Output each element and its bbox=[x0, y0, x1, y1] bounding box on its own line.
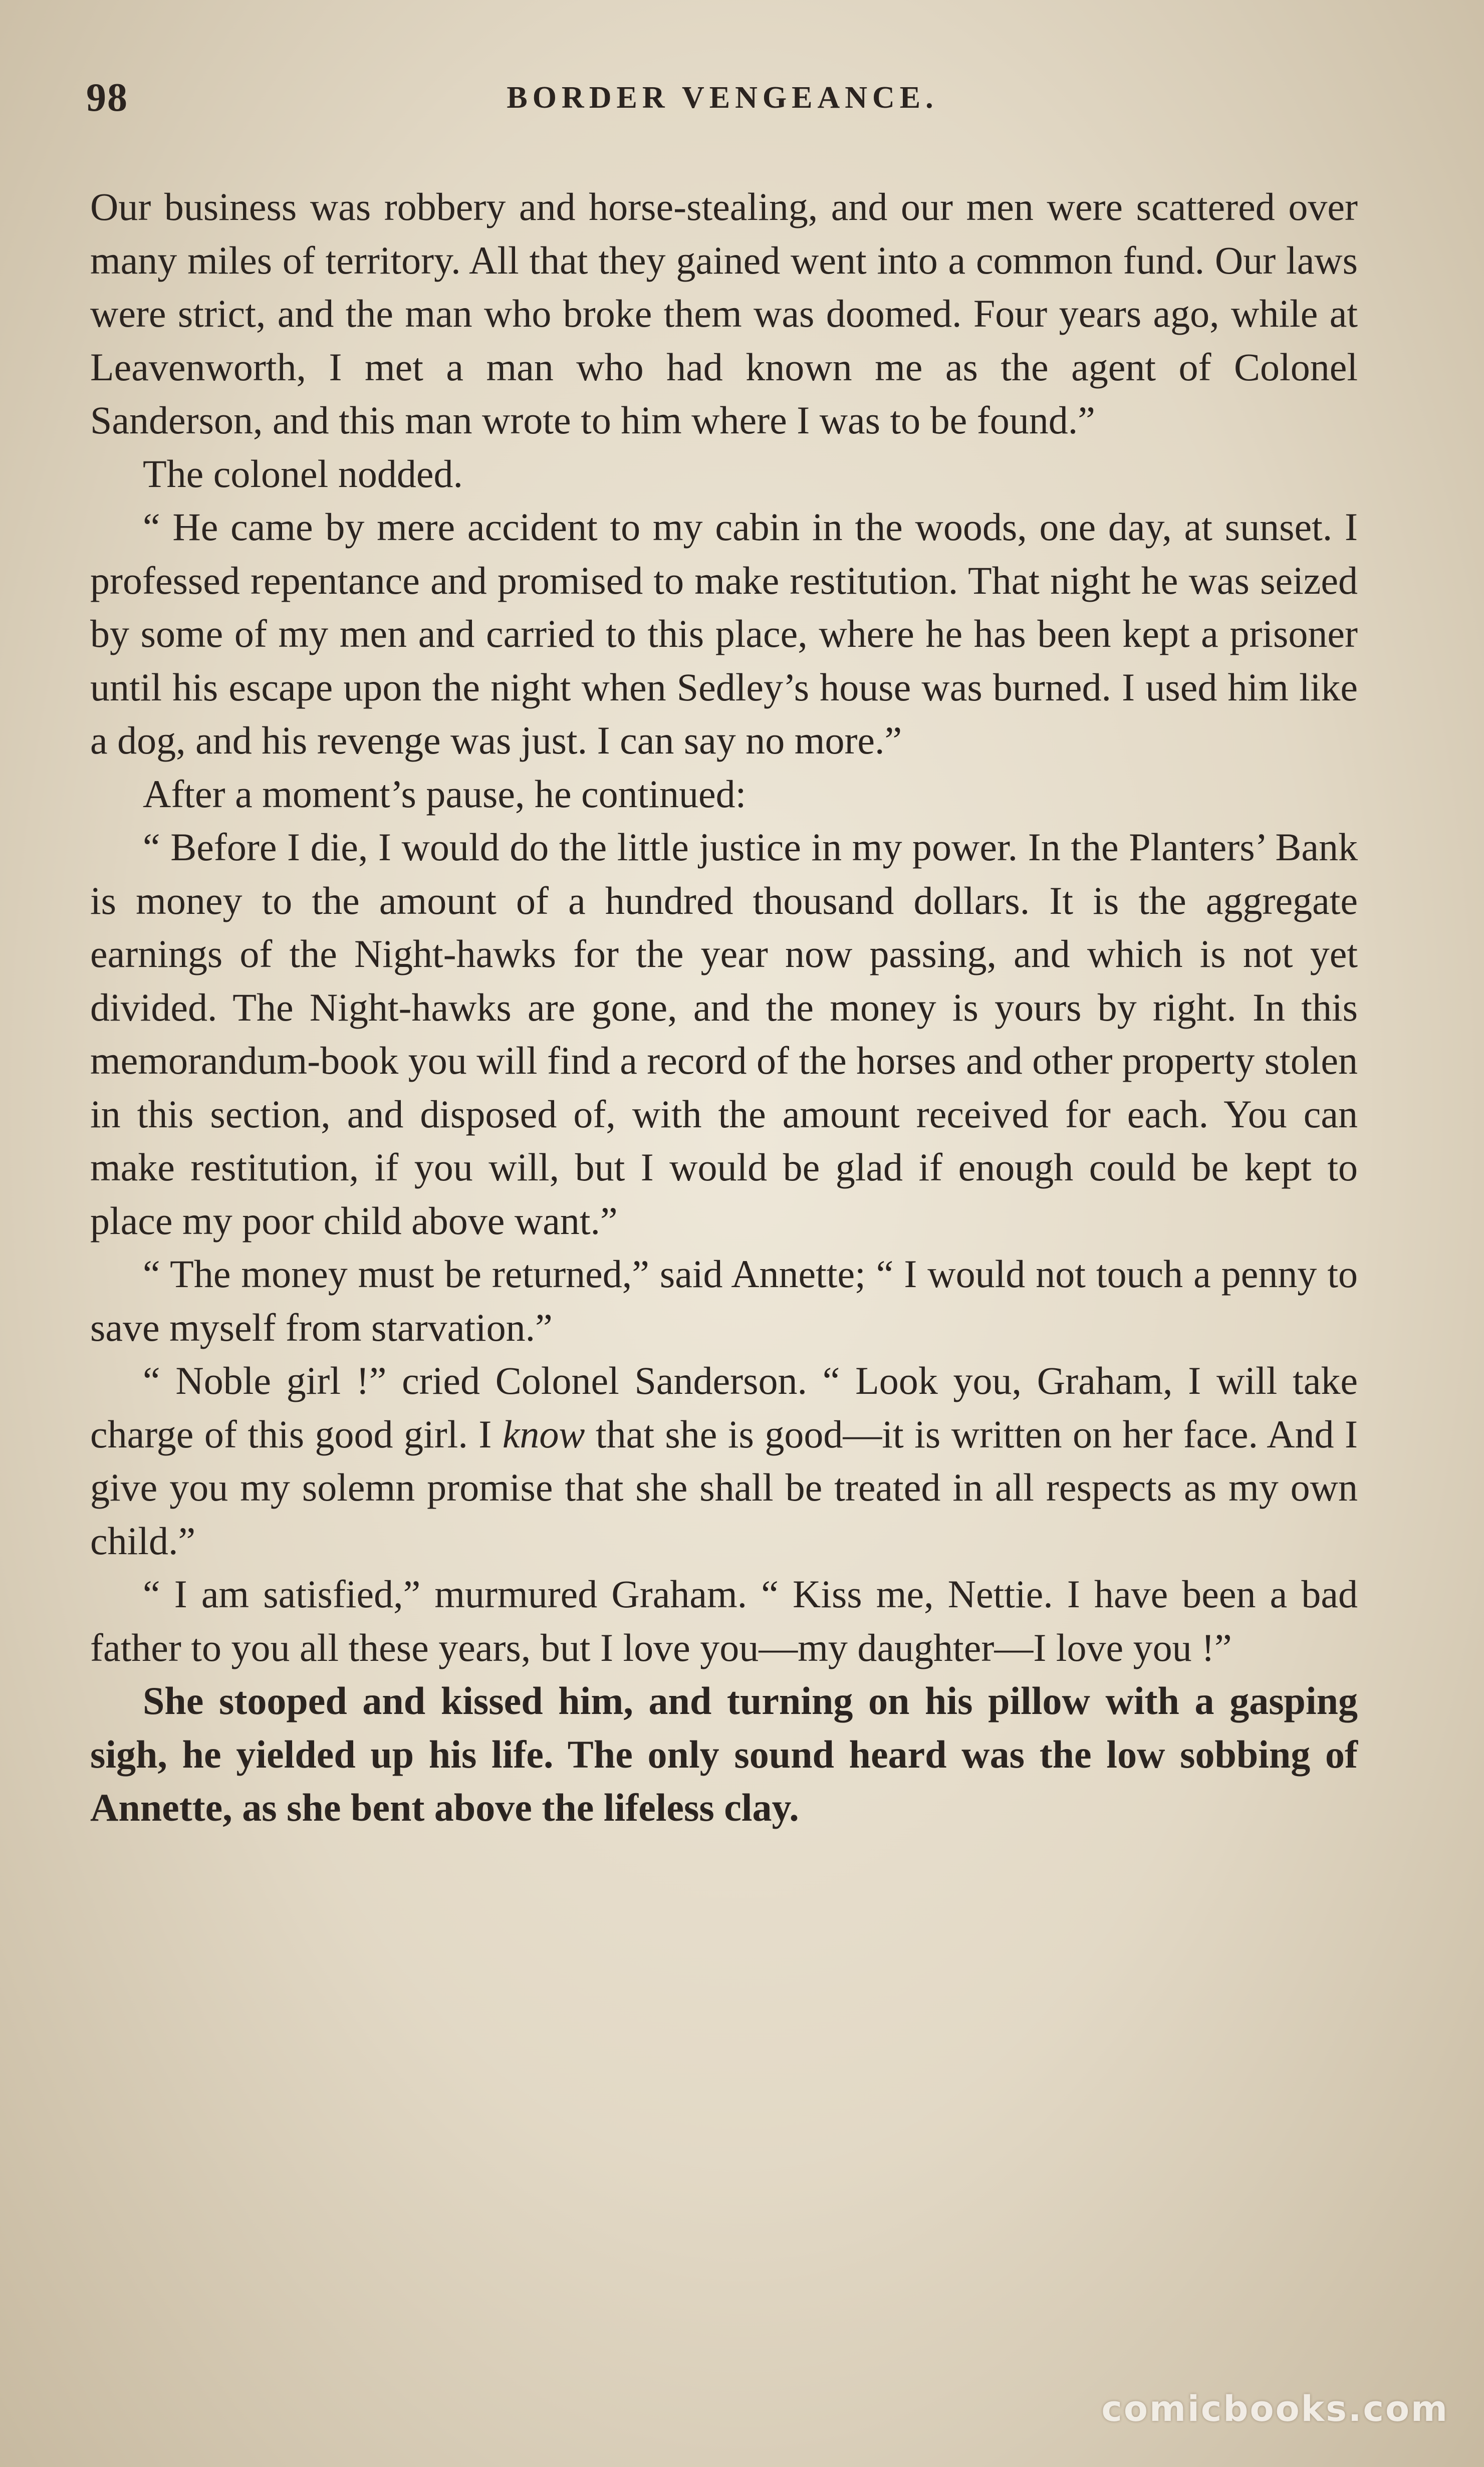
paragraph-3: “ He came by mere accident to my cabin in the woods, one day, at sunset. I professed repentance and promised to make restitution. That night he was seized by some of my men and carried to this place, where he has been kept a prisoner until his escape upon the night when Sedley’s house was burned. I used him like a dog, and his revenge was just. I can say no more.” bbox=[90, 505, 1358, 762]
paragraph-4: After a moment’s pause, he continued: bbox=[143, 772, 747, 816]
paragraph-2: The colonel nodded. bbox=[143, 451, 463, 496]
watermark: comicbooks.com bbox=[1101, 2388, 1449, 2429]
paragraph-8: “ I am satisfied,” murmured Graham. “ Kiss me, Nettie. I have been a bad father to you all these years, but I love you—my daughter—I love you !” bbox=[90, 1572, 1358, 1669]
paragraph-6: “ The money must be returned,” said Annette; “ I would not touch a penny to save myself from starvation.” bbox=[90, 1252, 1358, 1349]
paragraph-7 bbox=[90, 1354, 1358, 1568]
book-title: BORDER VENGEANCE. bbox=[507, 81, 938, 115]
paragraph-5: “ Before I die, I would do the little justice in my power. In the Planters’ Bank is money to the amount of a hundred thousand dollars. It is the aggregate earnings of the Night-hawks for the year now passing, and which is not yet divided. The Night-hawks are gone, and the money is yours by right. In this memorandum-book you will find a record of the horses and other property stolen in this section, and disposed of, with the amount received for each. You can make restitution, if you will, but I would be glad if enough could be kept to place my poor child above want.” bbox=[90, 825, 1358, 1243]
body-text bbox=[90, 180, 1358, 1835]
paragraph-1: Our business was robbery and horse-stealing, and our men were scattered over many miles of territory. All that they gained went into a common fund. Our laws were strict, and the man who broke them was doomed. Four years ago, while at Leavenworth, I met a man who had known me as the agent of Colonel Sanderson, and this man wrote to him where I was to be found.” bbox=[90, 185, 1358, 442]
running-head bbox=[86, 75, 1359, 135]
paragraph-9: She stooped and kissed him, and turning on his pillow with a gasping sigh, he yielded up his life. The only sound heard was the low sobbing of Annette, as she bent above the lifeless clay. bbox=[90, 1679, 1358, 1829]
paragraph-7-start: “ Noble girl !” cried Colonel Sanderson. “ Look you, Graham, I will take charge of this good girl. I bbox=[90, 1359, 1358, 1456]
paragraph-7-emphasis: know bbox=[502, 1412, 585, 1456]
paragraph-7-end: that she is good—it is written on her face. And I give you my solemn promise that she shall be treated in all respects as my own child.” bbox=[90, 1412, 1358, 1563]
page-number: 98 bbox=[86, 76, 128, 120]
